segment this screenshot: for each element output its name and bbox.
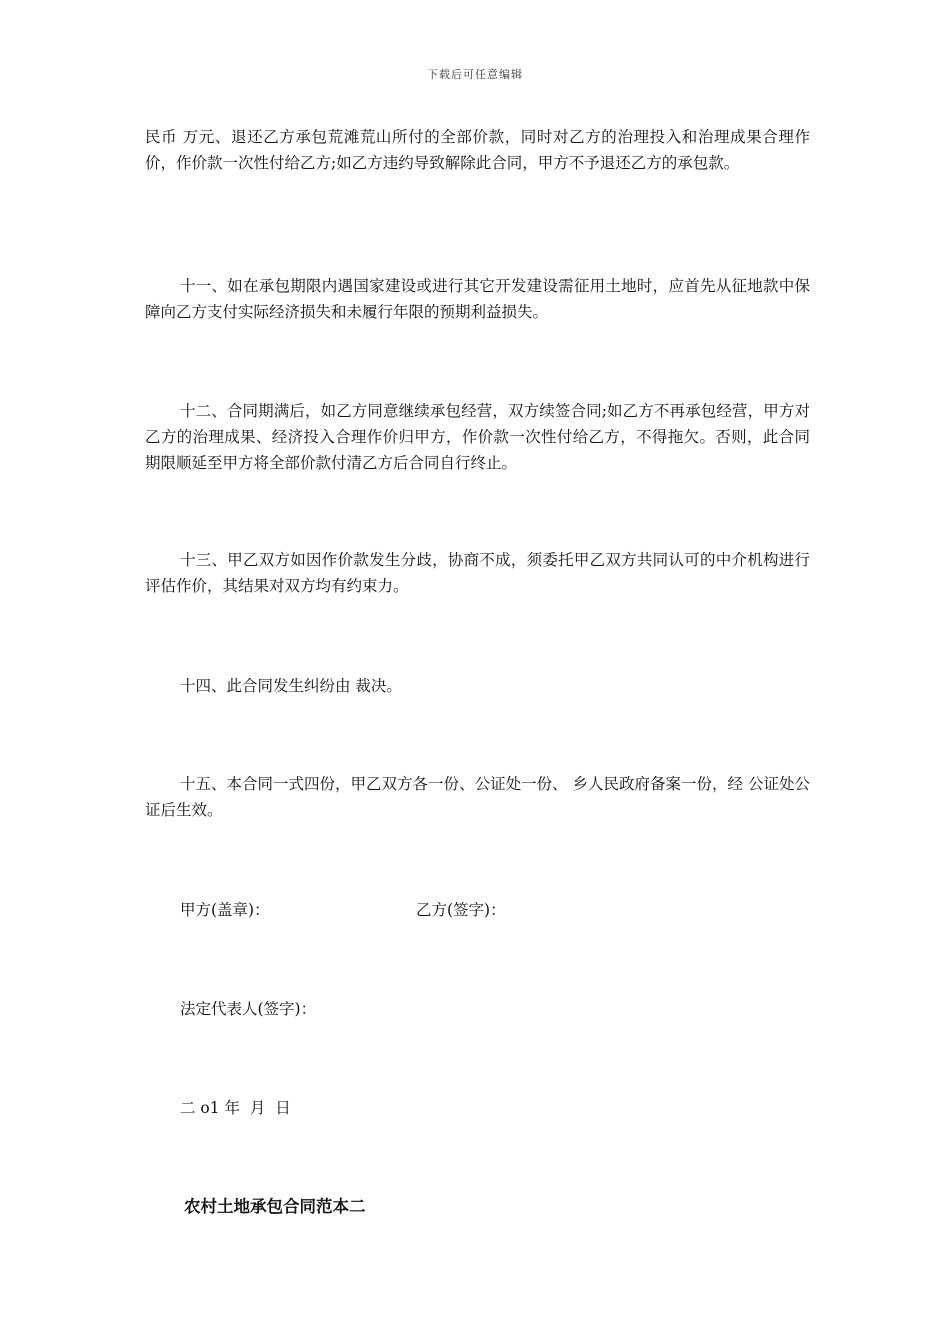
clause-10-continuation: 民币 万元、退还乙方承包荒滩荒山所付的全部价款，同时对乙方的治理投入和治理成果合理作价，作价款一次性付给乙方;如乙方违约导致解除此合同，甲方不予退还乙方的承包款。 [145, 128, 810, 172]
date-line: 二 o1 年 月 日 [180, 1099, 291, 1117]
clause-11: 十一、如在承包期限内遇国家建设或进行其它开发建设需征用土地时，应首先从征地款中保障向乙方支付实际经济损失和未履行年限的预期利益损失。 [145, 277, 810, 321]
party-b-signature-label: 乙方(签字)： [416, 901, 506, 919]
legal-representative-label: 法定代表人(签字)： [180, 1000, 317, 1018]
clause-14: 十四、此合同发生纠纷由 裁决。 [180, 677, 402, 695]
page-header-note: 下载后可任意编辑 [427, 68, 523, 81]
clause-13: 十三、甲乙双方如因作价款发生分歧，协商不成，须委托甲乙双方共同认可的中介机构进行评估作价，其结果对双方均有约束力。 [145, 551, 810, 595]
section-title: 农村土地承包合同范本二 [184, 1197, 366, 1216]
party-a-seal-label: 甲方(盖章)： [180, 901, 270, 919]
clause-15: 十五、本合同一式四份，甲乙双方各一份、公证处一份、 乡人民政府备案一份，经 公证处公证后生效。 [145, 775, 810, 819]
clause-12: 十二、合同期满后，如乙方同意继续承包经营，双方续签合同;如乙方不再承包经营，甲方对乙方的治理成果、经济投入合理作价归甲方，作价款一次性付给乙方，不得拖欠。否则，此合同期限顺延至甲方将全部价款付清乙方后合同自行终止。 [145, 402, 810, 472]
